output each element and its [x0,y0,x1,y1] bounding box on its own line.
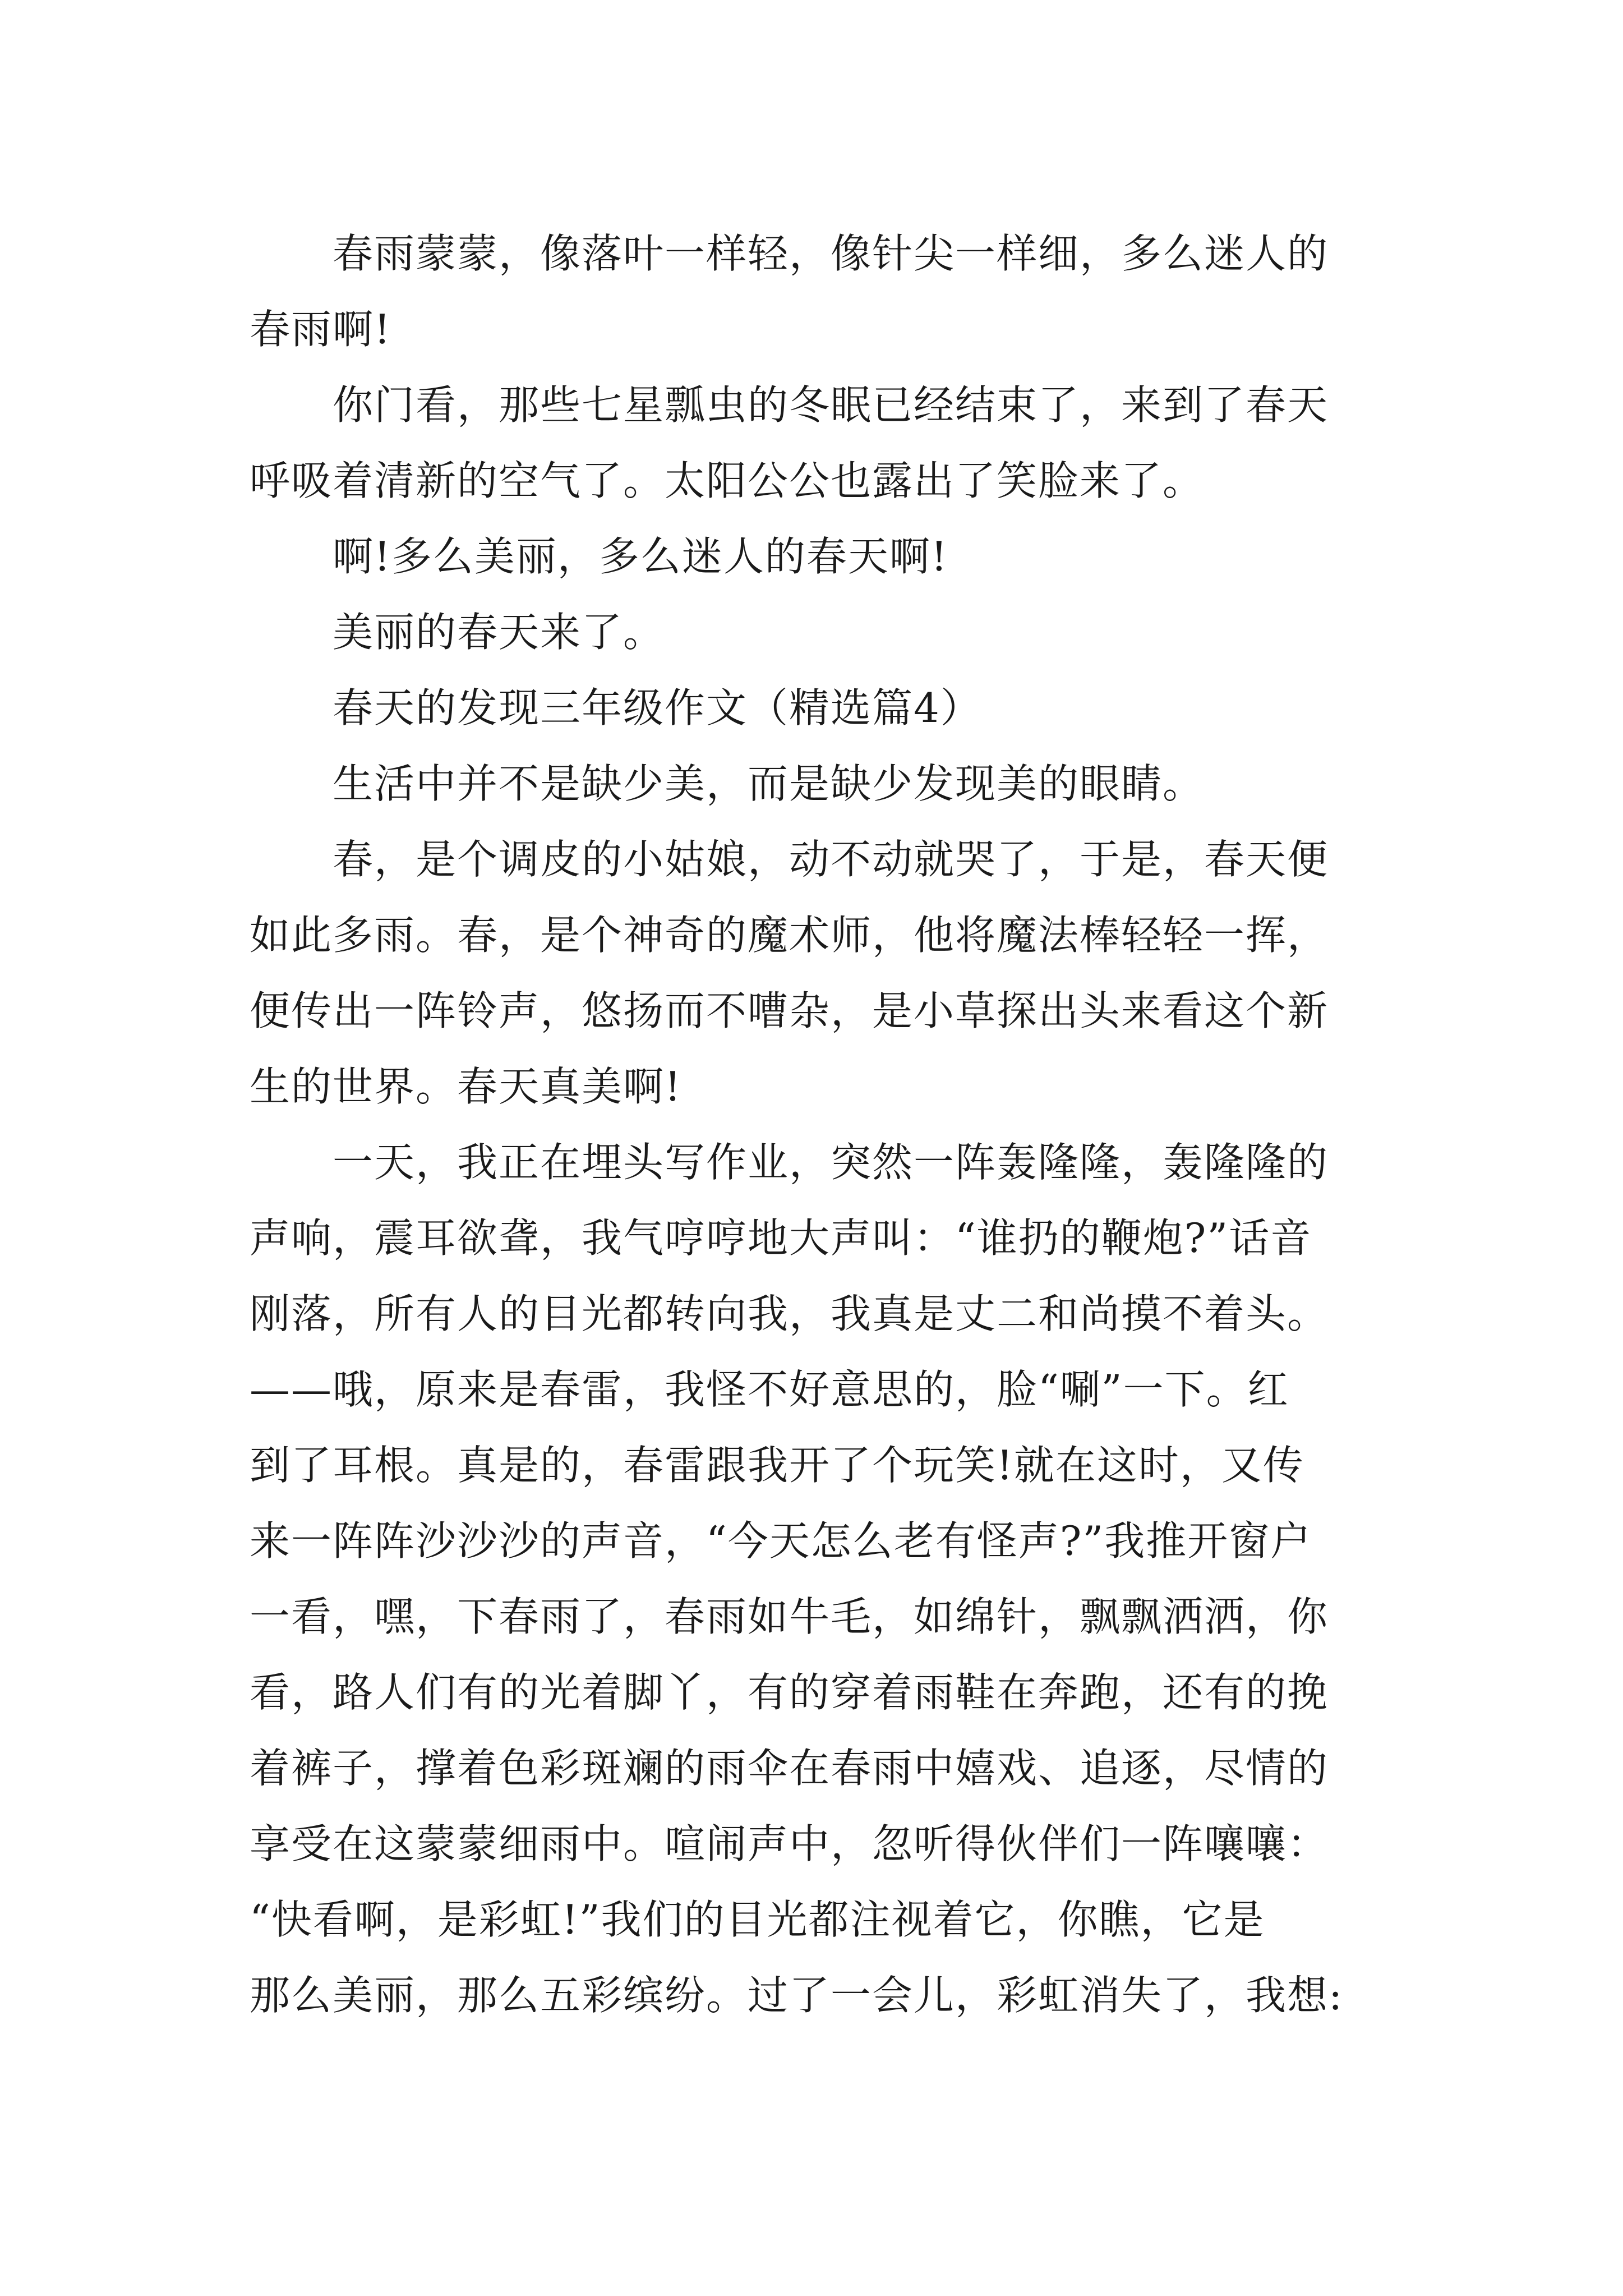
paragraph-line: 春雨啊! [250,306,391,353]
paragraph-line: 生的世界。春天真美啊! [250,1063,682,1110]
paragraph-line: 啊!多么美丽，多么迷人的春天啊! [333,533,948,580]
paragraph-line: 生活中并不是缺少美，而是缺少发现美的眼睛。 [333,760,1205,807]
paragraph-line: 声响，震耳欲聋，我气哼哼地大声叫：“谁扔的鞭炮?”话音 [250,1214,1312,1262]
paragraph-line: 享受在这蒙蒙细雨中。喧闹声中，忽听得伙伴们一阵嚷嚷： [250,1820,1329,1867]
paragraph-line: 一看，嘿，下春雨了，春雨如牛毛，如绵针，飘飘洒洒，你 [250,1593,1329,1640]
paragraph-line: 呼吸着清新的空气了。太阳公公也露出了笑脸来了。 [250,457,1205,504]
paragraph-line: 如此多雨。春，是个神奇的魔术师，他将魔法棒轻轻一挥， [250,912,1329,959]
paragraph-line: 来一阵阵沙沙沙的声音，“今天怎么老有怪声?”我推开窗户 [250,1517,1312,1565]
paragraph-line: 美丽的春天来了。 [333,609,665,656]
paragraph-line: 你门看，那些七星瓢虫的冬眠已经结束了，来到了春天 [333,381,1329,429]
paragraph-line: 看，路人们有的光着脚丫，有的穿着雨鞋在奔跑，还有的挽 [250,1669,1329,1716]
paragraph-line: 春雨蒙蒙，像落叶一样轻，像针尖一样细，多么迷人的 [333,230,1329,277]
paragraph-line: 一天，我正在埋头写作业，突然一阵轰隆隆，轰隆隆的 [333,1139,1329,1186]
document-body [250,216,1377,2033]
paragraph-line: 春，是个调皮的小姑娘，动不动就哭了，于是，春天便 [333,836,1329,883]
paragraph-line: 到了耳根。真是的，春雷跟我开了个玩笑!就在这时，又传 [250,1442,1304,1489]
paragraph-line: 着裤子，撑着色彩斑斓的雨伞在春雨中嬉戏、追逐，尽情的 [250,1745,1329,1792]
paragraph-line: ——哦，原来是春雷，我怪不好意思的，脸“唰”一下。红 [250,1366,1289,1413]
paragraph-line: “快看啊，是彩虹!”我们的目光都注视着它，你瞧，它是 [250,1896,1265,1943]
paragraph-line: 便传出一阵铃声，悠扬而不嘈杂，是小草探出头来看这个新 [250,987,1329,1034]
paragraph-line: 刚落，所有人的目光都转向我，我真是丈二和尚摸不着头。 [250,1290,1329,1337]
paragraph-line: 那么美丽，那么五彩缤纷。过了一会儿，彩虹消失了，我想: [250,1972,1344,2019]
section-heading: 春天的发现三年级作文（精选篇4） [333,684,982,731]
